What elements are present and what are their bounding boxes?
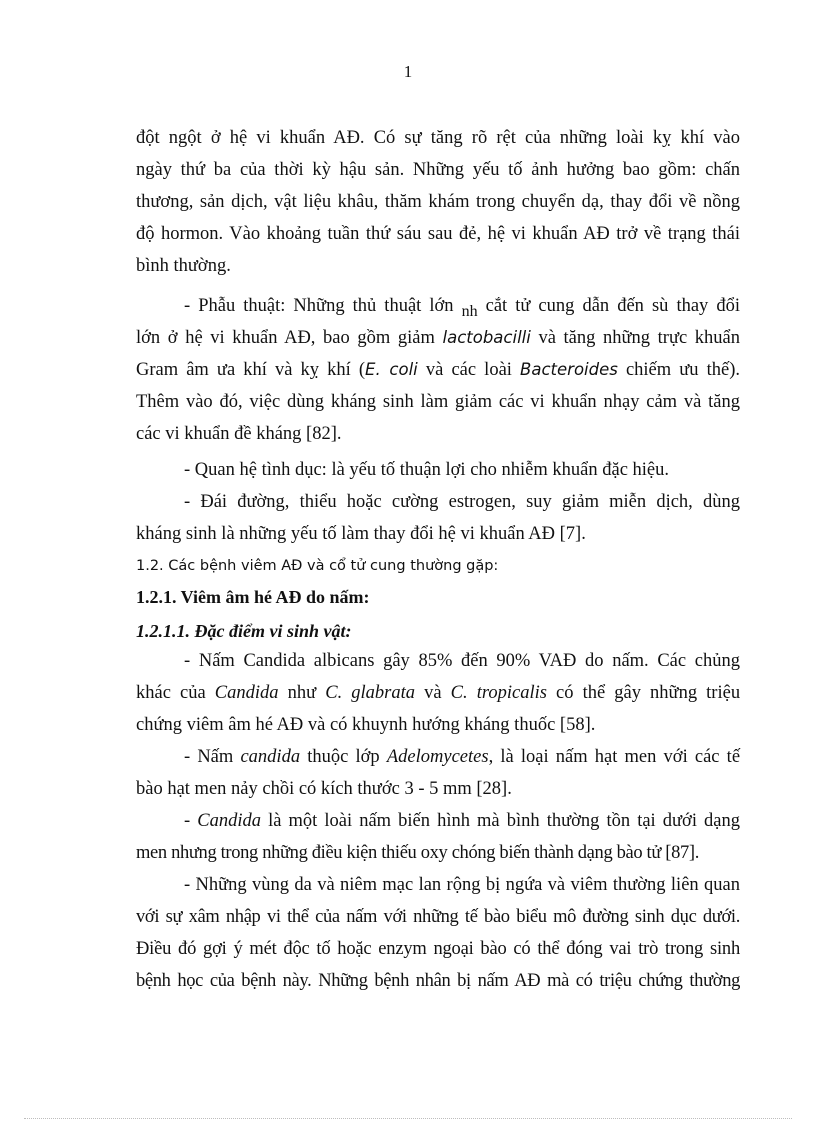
paragraph-line: [136, 811, 740, 832]
paragraph-line: [136, 360, 740, 381]
text-run: - Phẫu thuật: Những thủ thuật lớn: [184, 296, 454, 316]
text-run: cắt tử cung dẫn đến sù thay đổi: [485, 296, 740, 316]
page-bottom-divider: [24, 1118, 792, 1119]
italic-term: candida: [240, 747, 301, 767]
text-run: nh: [461, 303, 478, 320]
paragraph-line: - Nấm Candida albicans gây 85% đến 90% VAĐ do nấm. Các chủng: [184, 651, 740, 671]
paragraph-line: [136, 747, 740, 768]
paragraph-line: bào hạt men nảy chồi có kích thước 3 - 5 mm [28].: [136, 779, 512, 799]
text-run: chiếm ưu thế).: [625, 360, 741, 380]
paragraph-line: các vi khuẩn đề kháng [82].: [136, 424, 342, 444]
paragraph-line: - Đái đường, thiểu hoặc cường estrogen, suy giảm miễn dịch, dùng: [184, 492, 740, 512]
text-run: , là loại nấm hạt men với các tế: [488, 747, 741, 767]
italic-term: C. tropicalis: [450, 683, 547, 703]
text-run: và: [424, 683, 442, 703]
text-run: là một loài nấm biến hình mà bình thường tồn tại dưới dạng: [268, 811, 741, 831]
italic-term: lactobacilli: [442, 328, 531, 347]
text-run: như: [287, 683, 317, 703]
italic-term: C. glabrata: [325, 683, 416, 703]
text-run: thuộc lớp: [307, 747, 380, 767]
page-number: 1: [403, 62, 413, 81]
italic-term: E. coli: [365, 360, 418, 379]
paragraph-line: đột ngột ở hệ vi khuẩn AĐ. Có sự tăng rõ rệt của những loài kỵ khí vào: [136, 128, 740, 148]
paragraph-line: với sự xâm nhập vi thể của nấm với những tế bào biểu mô đường sinh dục dưới.: [136, 907, 740, 927]
paragraph-line: [136, 328, 740, 349]
paragraph-line: bệnh học của bệnh này. Những bệnh nhân bị nấm AĐ mà có triệu chứng thường: [136, 971, 740, 991]
paragraph-line: - Quan hệ tình dục: là yếu tố thuận lợi cho nhiễm khuẩn đặc hiệu.: [184, 460, 670, 480]
paragraph-line: ngày thứ ba của thời kỳ hậu sản. Những yếu tố ảnh hưởng bao gồm: chấn: [136, 160, 740, 180]
subsubsection-heading: 1.2.1.1. Đặc điểm vi sinh vật:: [136, 621, 352, 641]
italic-term: Candida: [214, 683, 279, 703]
text-run: khác của: [136, 683, 206, 703]
paragraph-line: - Những vùng da và niêm mạc lan rộng bị ngứa và viêm thường liên quan: [184, 875, 740, 895]
text-run: lớn ở hệ vi khuẩn AĐ, bao gồm giảm: [136, 328, 435, 348]
section-heading: 1.2. Các bệnh viêm AĐ và cổ tử cung thường gặp:: [136, 558, 499, 574]
text-run: - Nấm: [184, 747, 234, 767]
paragraph-line: thương, sản dịch, vật liệu khâu, thăm khám trong chuyển dạ, thay đổi về nồng: [136, 192, 740, 212]
paragraph-line: [136, 296, 740, 320]
paragraph-line: [136, 683, 740, 704]
text-run: và các loài: [425, 360, 512, 380]
paragraph-line: men nhưng trong những điều kiện thiếu oxy chóng biến thành dạng bào tử [87].: [136, 843, 699, 863]
italic-term: Adelomycetes: [386, 747, 489, 767]
text-run: Gram âm ưa khí và kỵ khí (: [136, 360, 366, 380]
paragraph-line: kháng sinh là những yếu tố làm thay đổi hệ vi khuẩn AĐ [7].: [136, 524, 586, 544]
subsection-heading: 1.2.1. Viêm âm hé AĐ do nấm:: [136, 587, 370, 607]
paragraph-line: bình thường.: [136, 256, 231, 276]
paragraph-line: chứng viêm âm hé AĐ và có khuynh hướng kháng thuốc [58].: [136, 715, 596, 735]
paragraph-line: độ hormon. Vào khoảng tuần thứ sáu sau đẻ, hệ vi khuẩn AĐ trở về trạng thái: [136, 224, 740, 244]
text-run: và tăng những trực khuẩn: [538, 328, 741, 348]
italic-term: Bacteroides: [520, 360, 618, 379]
italic-term: Candida: [197, 811, 261, 831]
paragraph-line: Điều đó gợi ý mét độc tố hoặc enzym ngoại bào có thể đóng vai trò trong sinh: [136, 939, 740, 959]
paragraph-line: Thêm vào đó, việc dùng kháng sinh làm giảm các vi khuẩn nhạy cảm và tăng: [136, 392, 740, 412]
text-run: có thể gây những triệu: [556, 683, 741, 703]
text-run: -: [184, 811, 191, 831]
